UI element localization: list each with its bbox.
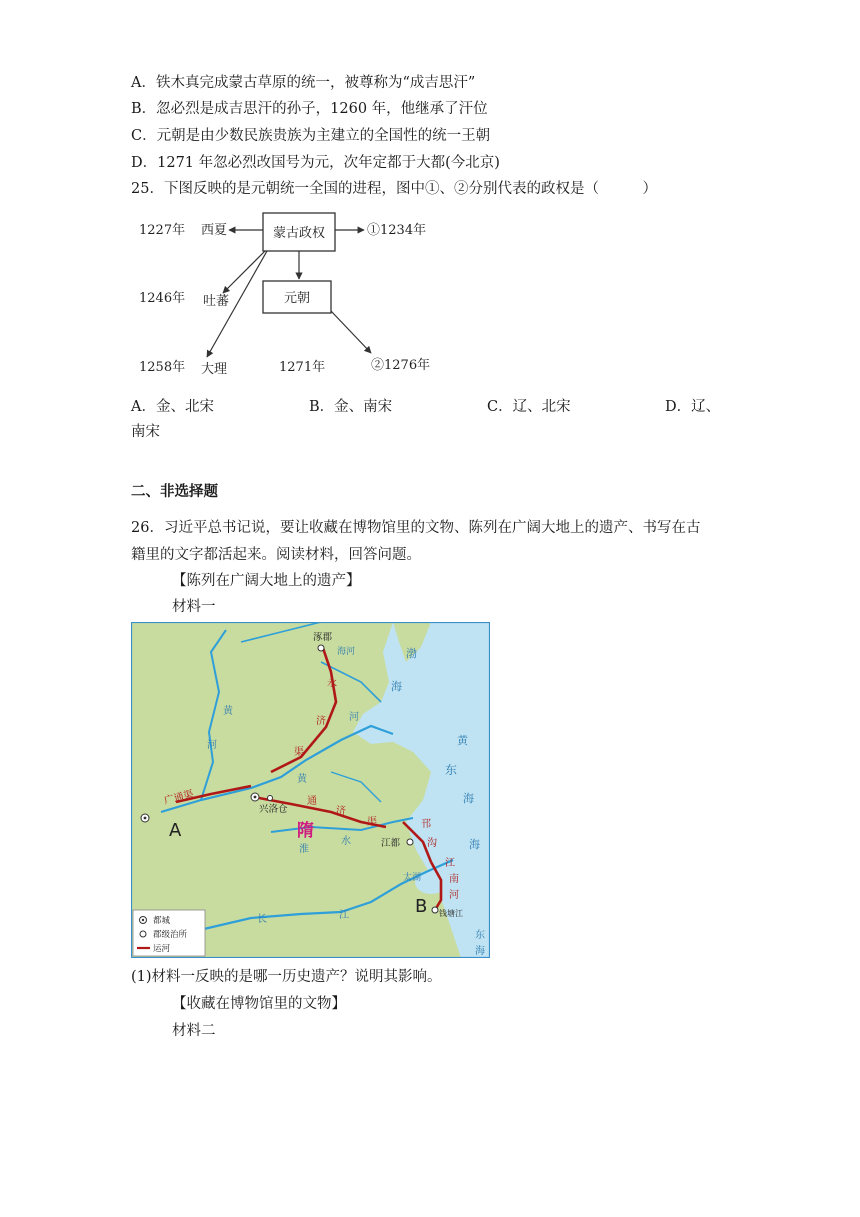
dali-year: 1258年 — [139, 360, 186, 375]
label-huanghai: 黄 — [457, 734, 468, 747]
legend-county: 郡级治所 — [153, 930, 188, 940]
label-jiang-1: 江 — [445, 858, 455, 869]
heading-heritage: 【陈列在广阔大地上的遗产】 — [172, 573, 361, 589]
label-he-2: 河 — [349, 712, 359, 723]
q25-options — [131, 395, 731, 415]
map-legend — [133, 910, 205, 956]
label-he-3: 河 — [449, 890, 459, 901]
label-bohai-1: 渤 — [406, 647, 417, 660]
two-label: ②1276年 — [371, 358, 431, 373]
q24-option-c: C．元朝是由少数民族贵族为主建立的全国性的统一王朝 — [131, 128, 491, 144]
city-jiangdu — [407, 839, 413, 845]
label-donghai-1: 东 — [445, 763, 458, 777]
q25-option-d: D．辽、 — [665, 399, 721, 415]
q24-option-b: B．忽必烈是成吉思汗的孙子，1260 年，他继承了汗位 — [131, 101, 488, 117]
q25-option-b: B．金、南宋 — [309, 399, 393, 415]
tubo-year: 1246年 — [139, 291, 186, 306]
q25-stem: 25．下图反映的是元朝统一全国的进程，图中①、②分别代表的政权是（ ） — [131, 181, 657, 197]
material-one: 材料一 — [172, 599, 216, 615]
mongol-label: 蒙古政权 — [272, 226, 326, 241]
label-he-1: 河 — [207, 740, 217, 751]
label-dong-s: 东 — [475, 930, 485, 941]
section-title: 二、非选择题 — [131, 484, 218, 500]
city-xingluocang — [268, 796, 273, 801]
label-ji: 济 — [316, 716, 326, 727]
city-yuhang — [432, 907, 438, 913]
label-han: 邗 — [421, 819, 431, 830]
q25-option-d-wrap: 南宋 — [131, 424, 160, 440]
arrow-two — [331, 311, 371, 353]
label-yong: 永 — [327, 678, 337, 689]
yuan-label: 元朝 — [283, 291, 311, 306]
label-guangtongqu: 广通渠 — [163, 788, 195, 807]
label-nan: 南 — [449, 874, 459, 885]
label-huai: 淮 — [299, 844, 309, 855]
label-hai-s: 海 — [475, 946, 485, 957]
dali-label: 大理 — [201, 362, 228, 377]
q24-option-d: D．1271 年忽必烈改国号为元，次年定都于大都(今北京) — [131, 155, 500, 171]
heading-museum: 【收藏在博物馆里的文物】 — [172, 996, 346, 1012]
label-haihe: 海河 — [337, 647, 356, 657]
label-qu: 渠 — [294, 747, 304, 758]
material-two: 材料二 — [172, 1023, 216, 1039]
q24-option-a: A．铁木真完成蒙古草原的统一，被尊称为“成吉思汗” — [131, 75, 476, 91]
label-B: B — [415, 896, 428, 917]
label-A: A — [169, 820, 182, 841]
q26-question-1: (1)材料一反映的是哪一历史遗产？说明其影响。 — [131, 969, 442, 985]
label-taihu: 太湖 — [403, 873, 422, 883]
q26-stem-line1: 26．习近平总书记说，要让收藏在博物馆里的文物、陈列在广阔大地上的遗产、书写在古 — [131, 520, 701, 536]
label-chang: 长 — [257, 914, 267, 925]
label-shui: 水 — [341, 836, 351, 847]
q25-option-c: C．辽、北宋 — [487, 399, 571, 415]
sui-grand-canal-map — [131, 622, 490, 958]
label-tong: 通 — [307, 796, 317, 807]
legend-canal: 运河 — [153, 944, 171, 954]
label-huang-2: 黄 — [297, 774, 307, 785]
label-donghai-3: 海 — [469, 838, 480, 851]
label-donghai-2: 海 — [463, 792, 474, 805]
legend-capital: 都城 — [153, 916, 171, 926]
xixia-label: 西夏 — [201, 223, 228, 238]
yuan-unification-diagram — [131, 205, 451, 385]
label-huang-1: 黄 — [223, 706, 233, 717]
label-bohai-2: 海 — [391, 680, 402, 693]
label-qu-2: 渠 — [367, 817, 377, 828]
label-qiantangjiang: 钱塘江 — [439, 909, 463, 918]
yuan-year: 1271年 — [279, 360, 326, 375]
q26-stem-line2: 籍里的文字都活起来。阅读材料，回答问题。 — [131, 547, 421, 563]
xixia-year: 1227年 — [139, 223, 186, 238]
label-sui: 隋 — [297, 821, 314, 841]
label-ji-2: 济 — [336, 806, 346, 817]
label-zhuojun: 涿郡 — [313, 632, 333, 643]
q25-option-a: A．金、北宋 — [131, 399, 214, 415]
label-xingluocang: 兴洛仓 — [259, 804, 288, 815]
city-zhuojun — [318, 645, 324, 651]
arrow-tubo — [223, 251, 265, 293]
label-jiang-2: 江 — [339, 910, 349, 921]
tubo-label: 吐蕃 — [203, 294, 230, 309]
label-gou: 沟 — [427, 838, 437, 849]
label-jiangdu: 江都 — [381, 838, 401, 849]
one-label: ①1234年 — [367, 223, 427, 238]
